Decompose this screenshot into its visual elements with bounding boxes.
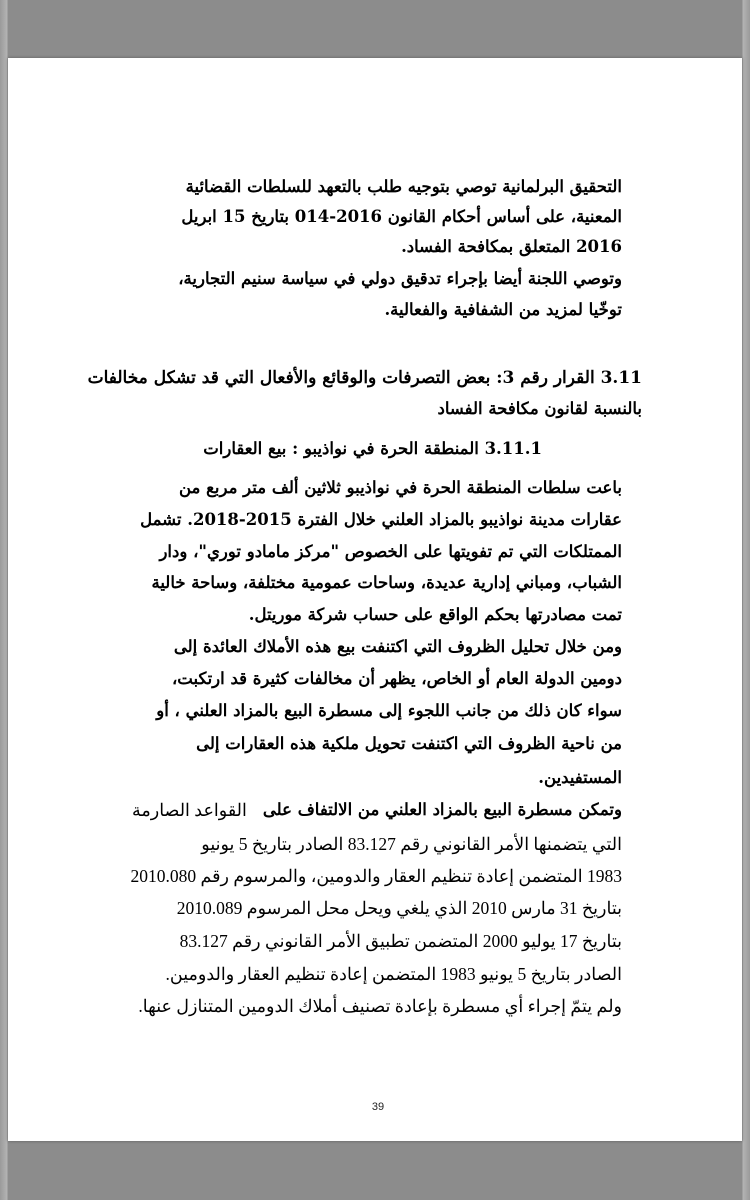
text-line: من ناحية الظروف التي اكتنفت تحويل ملكية هذه العقارات إلى (196, 734, 622, 753)
text-line: سواء كان ذلك من جانب اللجوء إلى مسطرة البيع بالمزاد العلني ، أو (156, 701, 622, 720)
text-line: الصادر بتاريخ 5 يونيو 1983 المتضمن إعادة تنظيم العقار والدومين. (165, 964, 622, 984)
section-heading-continued: بالنسبة لقانون مكافحة الفساد (437, 399, 642, 418)
text-line: بتاريخ 31 مارس 2010 الذي يلغي ويحل محل المرسوم 2010.089 (176, 898, 622, 918)
text-line: 2016 المتعلق بمكافحة الفساد. (401, 237, 622, 256)
text-line: تمت مصادرتها بحكم الواقع على حساب شركة موريتل. (248, 605, 622, 624)
text-line: التي يتضمنها الأمر القانوني رقم 83.127 الصادر بتاريخ 5 يونيو (201, 834, 622, 854)
text-line: التحقيق البرلمانية توصي بتوجيه طلب بالتعهد للسلطات القضائية (185, 177, 622, 196)
text-line: ولم يتمّ إجراء أي مسطرة بإعادة تصنيف أملاك الدومين المتنازل عنها. (138, 996, 622, 1016)
section-heading: 3.11 القرار رقم 3: بعض التصرفات والوقائع والأفعال التي قد تشكل مخالفات (87, 368, 642, 388)
subsection-heading: 3.11.1 المنطقة الحرة في نواذيبو : بيع العقارات (203, 439, 542, 458)
text-line: القواعد الصارمة (132, 800, 247, 820)
text-line: الشباب، ومباني إدارية عديدة، وساحات عمومية مختلفة، وساحة خالية (151, 573, 622, 592)
text-line: ومن خلال تحليل الظروف التي اكتنفت بيع هذه الأملاك العائدة إلى (173, 637, 622, 656)
document-page (8, 58, 742, 1141)
text-line: المستفيدين. (538, 768, 622, 787)
text-line: 1983 المتضمن إعادة تنظيم العقار والدومين، والمرسوم رقم 2010.080 (130, 866, 622, 886)
text-line: توخّيا لمزيد من الشفافية والفعالية. (384, 300, 622, 319)
text-line: وتوصي اللجنة أيضا بإجراء تدقيق دولي في سياسة سنيم التجارية، (178, 269, 622, 288)
text-line: باعت سلطات المنطقة الحرة في نواذيبو ثلاثين ألف متر مربع من (178, 478, 622, 497)
text-line: عقارات مدينة نواذيبو بالمزاد العلني خلال الفترة 2015-2018. تشمل (140, 510, 622, 529)
text-line: دومين الدولة العام أو الخاص، يظهر أن مخالفات كثيرة قد ارتكبت، (171, 669, 622, 688)
page-number: 39 (371, 1101, 385, 1113)
text-line: المعنية، على أساس أحكام القانون 2016-014 بتاريخ 15 ابريل (181, 207, 622, 226)
text-line: الممتلكات التي تم تفويتها على الخصوص "مركز مامادو توري"، ودار (159, 542, 622, 561)
text-line: وتمكن مسطرة البيع بالمزاد العلني من الالتفاف على (262, 800, 622, 819)
text-line: بتاريخ 17 يوليو 2000 المتضمن تطبيق الأمر القانوني رقم 83.127 (179, 931, 622, 951)
